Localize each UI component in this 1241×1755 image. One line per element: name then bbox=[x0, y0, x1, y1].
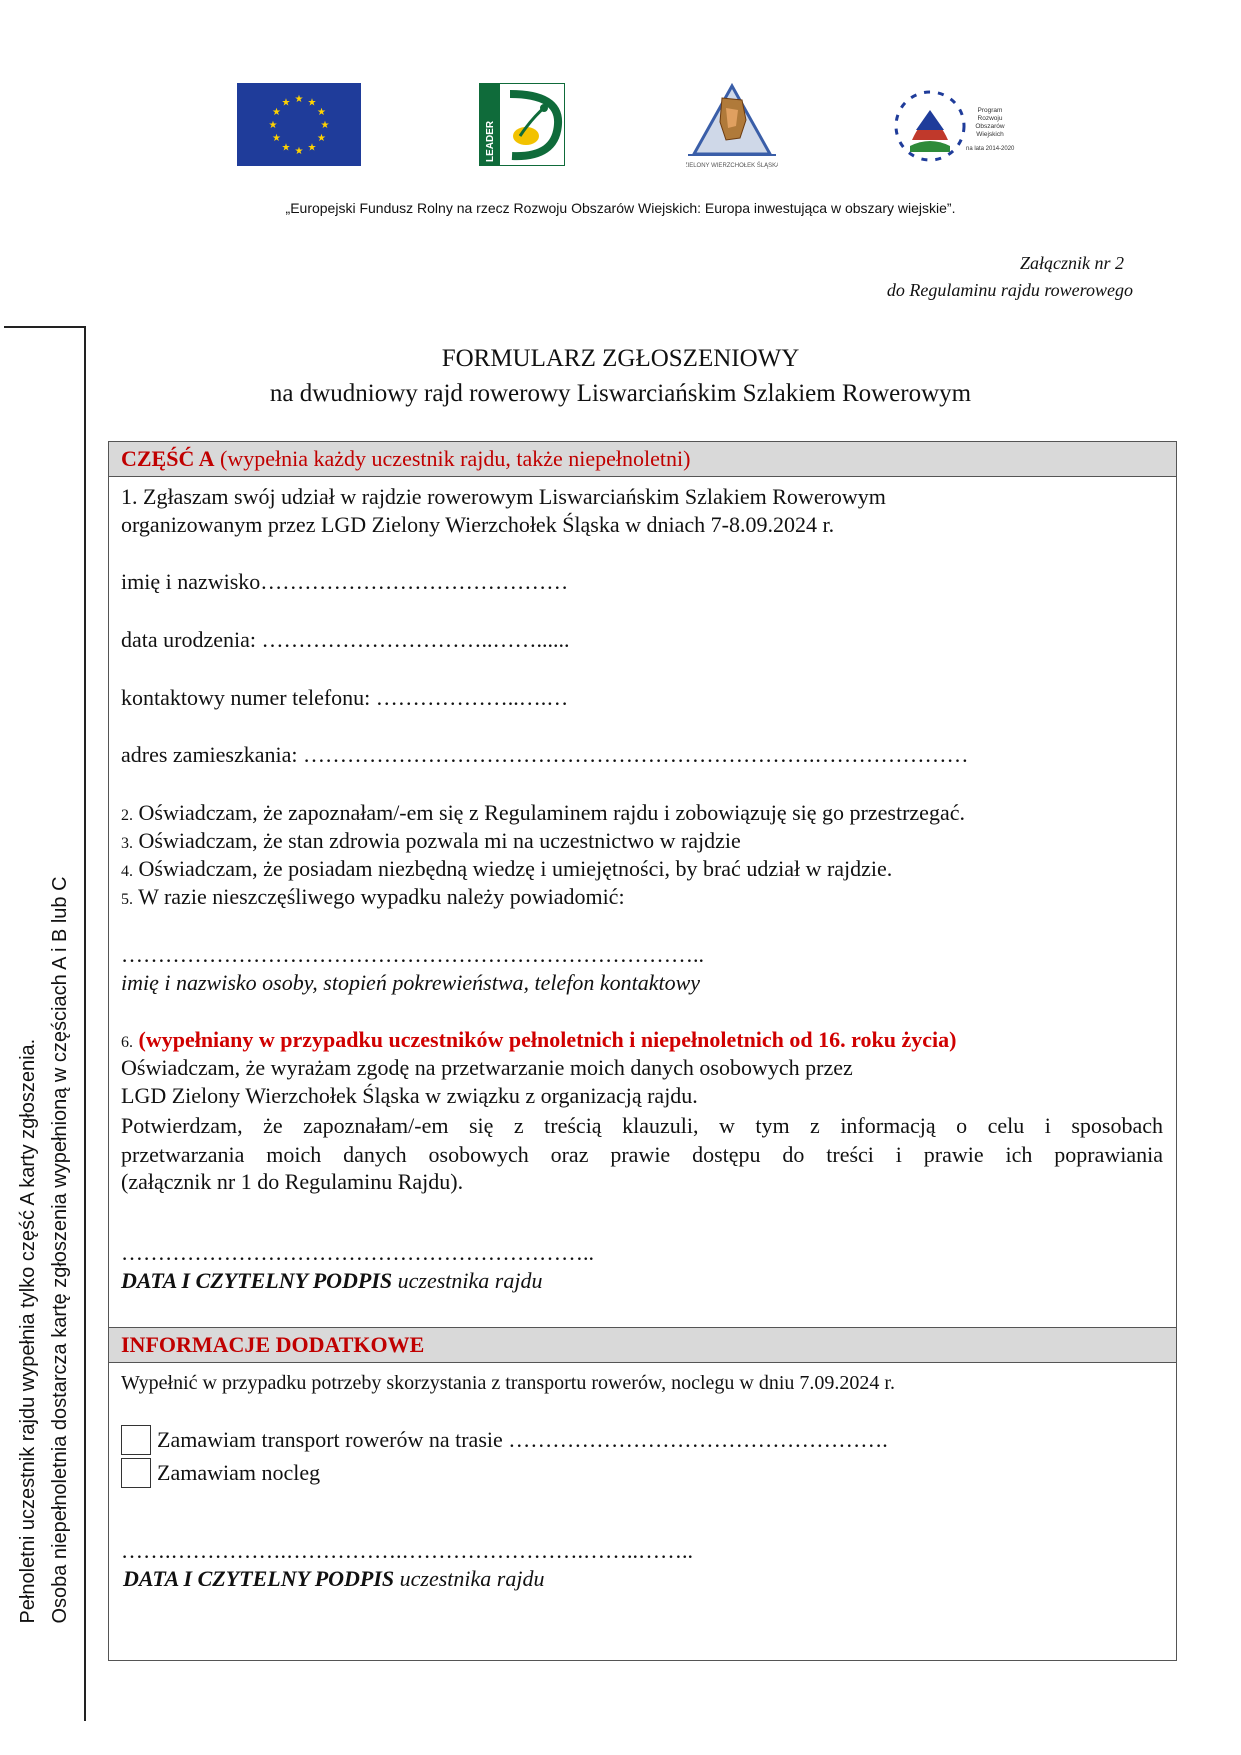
prow-logo bbox=[890, 80, 1022, 172]
eu-star-icon: ★ bbox=[271, 107, 281, 118]
bike-transport-checkbox[interactable] bbox=[121, 1425, 151, 1455]
eu-flag-logo bbox=[237, 83, 361, 166]
tagline: „Europejski Fundusz Rolny na rzecz Rozwoju Obszarów Wiejskich: Europa inwestująca w obszary wiejskie”. bbox=[285, 200, 956, 216]
eu-star-icon: ★ bbox=[307, 97, 317, 109]
side-note-line1: Pełnoletni uczestnik rajdu wypełnia tylko część A karty zgłoszenia. bbox=[17, 1038, 39, 1624]
declaration-5 bbox=[121, 884, 625, 910]
phone-field[interactable]: kontaktowy numer telefonu: ………………..….… bbox=[121, 685, 569, 710]
signature-caption-info-rest: uczestnika rajdu bbox=[394, 1566, 545, 1591]
declaration-2 bbox=[121, 800, 965, 826]
annex-reference: do Regulaminu rajdu rowerowego bbox=[886, 280, 1133, 300]
declaration-3 bbox=[121, 828, 741, 854]
birth-date-field[interactable]: data urodzenia: …………………………..……...... bbox=[121, 627, 570, 652]
eu-star-icon: ★ bbox=[320, 120, 330, 131]
eu-star-icon: ★ bbox=[281, 97, 291, 109]
lodging-label: Zamawiam nocleg bbox=[157, 1460, 321, 1485]
signature-caption-a-rest: uczestnika rajdu bbox=[392, 1268, 543, 1293]
declaration-3-number: 3. bbox=[121, 835, 133, 852]
item6-condition: (wypełniany w przypadku uczestników pełnoletnich i niepełnoletnich od 16. roku życia) bbox=[133, 1027, 957, 1052]
side-note bbox=[12, 876, 76, 1623]
info-section-title: INFORMACJE DODATKOWE bbox=[121, 1332, 425, 1357]
signature-caption-info bbox=[123, 1566, 544, 1592]
section-a-note: (wypełnia każdy uczestnik rajdu, także niepełnoletni) bbox=[214, 446, 691, 471]
item6-header bbox=[121, 1027, 956, 1053]
eu-star-icon: ★ bbox=[271, 133, 281, 144]
info-intro: Wypełnić w przypadku potrzeby skorzystania z transportu rowerów, noclegu w dniu 7.09.2024 r. bbox=[121, 1372, 895, 1394]
eu-star-icon: ★ bbox=[294, 146, 304, 157]
leader-logo bbox=[479, 83, 565, 166]
name-field[interactable]: imię i nazwisko…………………………………… bbox=[121, 569, 569, 594]
item6-line2: LGD Zielony Wierzchołek Śląska w związku z organizacją rajdu. bbox=[121, 1083, 698, 1108]
sidebar-divider bbox=[84, 326, 86, 1721]
address-field[interactable]: adres zamieszkania: …………………………………………………………….………………… bbox=[121, 742, 969, 767]
emergency-contact-field[interactable]: …………………………………………………………………….. bbox=[121, 942, 704, 967]
section-a-header bbox=[109, 442, 1176, 477]
eu-star-icon: ★ bbox=[317, 107, 327, 118]
signature-caption-a-bold: DATA I CZYTELNY PODPIS bbox=[121, 1268, 393, 1293]
eu-star-icon: ★ bbox=[268, 120, 278, 131]
prow-text-5: na lata 2014-2020 bbox=[966, 146, 1015, 152]
annex-number: Załącznik nr 2 bbox=[1019, 253, 1124, 273]
item1-line1: 1. Zgłaszam swój udział w rajdzie rowerowym Liswarciańskim Szlakiem Rowerowym bbox=[121, 484, 886, 509]
form-title: FORMULARZ ZGŁOSZENIOWY bbox=[441, 345, 800, 372]
declaration-4-text: Oświadczam, że posiadam niezbędną wiedzę i umiejętności, by brać udział w rajdzie. bbox=[133, 856, 893, 881]
prow-text-1: Program bbox=[977, 107, 1003, 114]
prow-text-4: Wiejskich bbox=[976, 131, 1004, 138]
declaration-3-text: Oświadczam, że stan zdrowia pozwala mi na uczestnictwo w rajdzie bbox=[133, 828, 741, 853]
prow-text-3: Obszarów bbox=[975, 123, 1005, 130]
signature-field-info[interactable]: …….…………….…………….…………………….……..…….. bbox=[121, 1538, 693, 1563]
signature-field-a[interactable]: ……………………………………………………….. bbox=[121, 1240, 594, 1265]
section-a-title: CZĘŚĆ A bbox=[121, 446, 215, 471]
eu-stars-icon bbox=[237, 83, 361, 166]
signature-caption-a bbox=[121, 1268, 542, 1294]
signature-caption-info-bold: DATA I CZYTELNY PODPIS bbox=[123, 1566, 395, 1591]
zielony-logo-text: ZIELONY WIERZCHOŁEK ŚLĄSKA bbox=[686, 163, 778, 169]
declaration-2-text: Oświadczam, że zapoznałam/-em się z Regulaminem rajdu i zobowiązuję się go przestrzegać. bbox=[133, 800, 965, 825]
eu-star-icon: ★ bbox=[317, 133, 327, 144]
eu-star-icon: ★ bbox=[294, 94, 304, 105]
item6-paragraph-1: Potwierdzam, że zapoznałam/-em się z treścią klauzuli, w tym z informacją o celu i sposobach bbox=[121, 1113, 1163, 1138]
prow-text-2: Rozwoju bbox=[977, 115, 1003, 122]
eu-star-icon: ★ bbox=[281, 142, 291, 154]
lodging-checkbox[interactable] bbox=[121, 1458, 151, 1488]
bike-transport-label: Zamawiam transport rowerów na trasie ……………………………………………. bbox=[157, 1427, 888, 1452]
item6-number: 6. bbox=[121, 1034, 133, 1051]
sidebar-top-line bbox=[4, 326, 86, 328]
declaration-5-text: W razie nieszczęśliwego wypadku należy powiadomić: bbox=[133, 884, 625, 909]
side-note-line2: Osoba niepełnoletnia dostarcza kartę zgłoszenia wypełnioną w częściach A i B lub C bbox=[49, 876, 71, 1624]
leader-logo-text: LEADER bbox=[485, 120, 496, 162]
info-section-header bbox=[109, 1327, 1176, 1363]
form-box bbox=[108, 441, 1177, 1661]
declaration-4-number: 4. bbox=[121, 863, 133, 880]
item6-line1: Oświadczam, że wyrażam zgodę na przetwarzanie moich danych osobowych przez bbox=[121, 1055, 853, 1080]
emergency-contact-caption: imię i nazwisko osoby, stopień pokrewieństwa, telefon kontaktowy bbox=[121, 970, 701, 995]
item6-paragraph-3: (załącznik nr 1 do Regulaminu Rajdu). bbox=[121, 1169, 464, 1194]
declaration-2-number: 2. bbox=[121, 807, 133, 824]
form-subtitle: na dwudniowy rajd rowerowy Liswarciańskim Szlakiem Rowerowym bbox=[269, 380, 972, 407]
item6-paragraph-2: przetwarzania moich danych osobowych oraz prawie dostępu do treści i prawie ich poprawiania bbox=[121, 1142, 1163, 1167]
zielony-wierzcholek-logo bbox=[686, 80, 778, 170]
item1-line2: organizowanym przez LGD Zielony Wierzchołek Śląska w dniach 7-8.09.2024 r. bbox=[121, 512, 835, 537]
declaration-4 bbox=[121, 856, 892, 882]
eu-star-icon: ★ bbox=[307, 142, 317, 154]
declaration-5-number: 5. bbox=[121, 891, 133, 908]
